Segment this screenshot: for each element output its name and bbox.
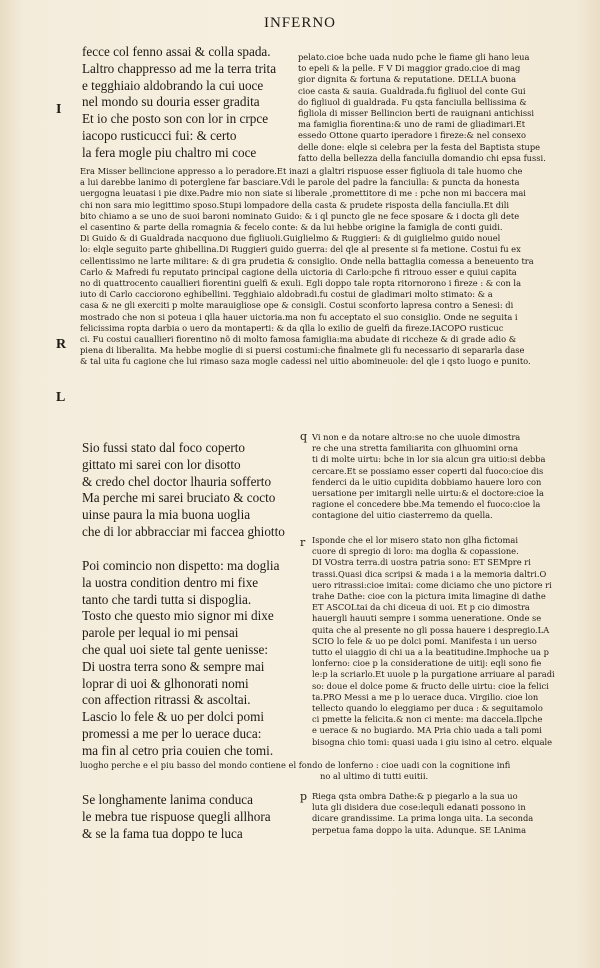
commentary-line: bisogna chio tomi: quasi uada i giu isino al cetro. elquale <box>312 736 553 747</box>
commentary-line: hauergli hauuti sempre i somma ueneratione. Onde se <box>312 613 542 624</box>
commentary-block-2 <box>312 432 584 522</box>
verse-block-1 <box>82 44 290 162</box>
prose-line: casa & ne gli exerciti p molte marauigliose ope & consigli. Costui sconforto lapresa contro a Senesi: di <box>80 300 514 311</box>
margin-letter-i: I <box>56 102 62 117</box>
commentary-line: delle done: elqle si celebra per la festa del Baptista stupe <box>298 141 541 152</box>
prose-line: Era Misser bellincione appresso a lo peradore.Et inazi a glaltri rispuose esser figliuola di tale huomo che <box>80 166 523 176</box>
commentary-line: ci pmette la felicita.& non ci mente: ma daccela.Ilpche <box>312 714 543 725</box>
prose-line: no di quattrocento cauallieri fiorentini guelfi & exuli. Egli doppo tale ropta ritornorono i fireze : & con la <box>80 278 522 289</box>
prose-line: iuto di Carlo cacciorono eghibellini. Tegghiaio aldobradi.fu costui de gladimari molto stimato: & a <box>80 289 493 300</box>
commentary-initial-p: p <box>300 790 308 803</box>
commentary-line: perpetua fama doppo la uita. Adunque. SE LAnima <box>312 824 527 835</box>
verse-line: Et io che posto son con lor in crpce <box>82 111 269 127</box>
commentary-line: to epeli & la pelle. F V Di maggior grado.cioe di mag <box>298 63 521 74</box>
verse-line: con affection ritrassi & ascoltai. <box>82 692 251 708</box>
verse-line: fecce col fenno assai & colla spada. <box>82 44 271 59</box>
verse-block-2 <box>82 440 290 541</box>
commentary-line: do figliuol di gualdrada. Fu qsta fanciulla bellissima & <box>298 96 527 107</box>
prose-line: el casentino & parte della romagnia & fecelo conte: & da lui hebbe origine la famigla de conti guidi. <box>80 222 503 233</box>
commentary-line: contagione del uitio ciasterremo da quella. <box>312 510 493 521</box>
verse-line: che qual uoi siete tal gente uenisse: <box>82 641 269 657</box>
margin-letter-r: R <box>56 337 67 352</box>
commentary-line: uero ritrassi:cioe imitai: come diciamo che uno pictore ri <box>312 579 552 590</box>
margin-letter-l: L <box>56 390 66 405</box>
commentary-line: essedo Ottone quarto iperadore i fireze:& nel consexo <box>298 130 526 141</box>
commentary-line: figliola di misser Bellincion berti de rauignani antichissi <box>298 108 535 119</box>
running-header <box>0 12 600 32</box>
commentary-line: so: doue el dolce pome & fructo delle uirtu: cioe la felici <box>312 680 549 691</box>
commentary-line: dicare grandissime. La prima longa uita. La seconda <box>312 813 534 824</box>
commentary-line: lonferno: cioe p la consideratione de uitij: eqli sono fie <box>312 658 542 669</box>
commentary-line: DI VOstra terra.di uostra patria sono: ET SEMpre ri <box>312 557 531 568</box>
commentary-block-3 <box>312 535 584 748</box>
prose-line: bito chiamo a se uno de suoi baroni nominato Guido: & i ql puncto gle ne fece sposare & i docta gli dete <box>80 210 520 221</box>
commentary-line: trassi.Quasi dica scripsi & mada i a la memoria daltri.O <box>312 568 547 579</box>
verse-line: la fera mogle piu chaltro mi coce <box>82 144 257 160</box>
commentary-line: SCIO lo fele & uo pe dolci pomi. Manifesta i un uerso <box>312 635 537 646</box>
fullwidth-commentary-2 <box>80 760 584 782</box>
commentary-initial-r: r <box>300 536 306 549</box>
commentary-line: pelato.cioe bche uada nudo pche le fiame gli hano leua <box>298 52 530 62</box>
verse-line: & credo chel doctor lhauria sofferto <box>82 473 272 489</box>
commentary-line: tutto el uiaggio di chi ua a la beatitudine.Imphoche ua p <box>312 647 549 658</box>
commentary-line: e uerace & no bugiardo. MA Pria chio uada a tali pomi <box>312 725 542 736</box>
prose-line: felicissima ropta darbia o uero da montaperti: & da qlla lo exilio de guelfi da fireze.IACOPO rusticuc <box>80 322 504 333</box>
commentary-line: cuore di spregio di loro: ma doglia & copassione. <box>312 546 519 557</box>
commentary-line: cercare.Et se possiamo esser coperti dal fuoco:cioe dis <box>312 465 544 476</box>
verse-line: ma fin al cetro pria couien che tomi. <box>82 742 274 758</box>
prose-line: piena di liberalita. Ma hebbe moglie di si puersi costumi:che finalmete gli fu necessario di separarla dase <box>80 345 525 356</box>
commentary-line: quita che al presente no gli possa hauere i despregio.LA <box>312 624 550 635</box>
verse-line: Lascio lo fele & uo per dolci pomi <box>82 709 265 725</box>
verse-line: iacopo rusticucci fui: & certo <box>82 127 237 143</box>
commentary-line: ragione el concedere bbe.Ma temendo el fuoco:cioe la <box>312 499 541 510</box>
verse-line: Laltro chappresso ad me la terra trita <box>82 60 277 76</box>
verse-line: tanto che tardi tutta si dispoglia. <box>82 591 252 607</box>
commentary-line: Isponde che el lor misero stato non glha fictomai <box>312 535 519 545</box>
commentary-line: gior dignita & fortuna & reputatione. DELLA buona <box>298 74 517 85</box>
commentary-line: fenderci da le uitio cupidita dobbiamo hauere loro con <box>312 476 542 487</box>
verse-line: Tosto che questo mio signor mi dixe <box>82 608 274 624</box>
commentary-line: Vi non e da notare altro:se no che uuole dimostra <box>312 432 521 442</box>
commentary-line: uersatione per imitargli nelle uirtu:& el doctore:cioe la <box>312 488 544 499</box>
commentary-line: tellecto quando lo eleggiamo per duca : & seguitamolo <box>312 703 543 714</box>
prose-line: Di Guido & di Gualdrada nacquono due figliuoli.Guiglielmo & Ruggieri: & di guiglielmo guido nouel <box>80 233 501 244</box>
commentary-line: Riega qsta ombra Dathe:& p piegarlo a la sua uo <box>312 791 518 801</box>
commentary-line: re che una stretta familiarita con glhuomini orna <box>312 443 519 454</box>
verse-line: uinse paura la mia buona uoglia <box>82 507 251 523</box>
commentary-line: trahe Dathe: cioe con la pictura imita limagine di dathe <box>312 591 546 602</box>
verse-line: le mebra tue rispuose quegli allhora <box>82 808 271 824</box>
prose-line: chi non sara mio legittimo sposo.Stupi lompadore della casta & prudete risposta della fanciulla.Et dili <box>80 199 510 210</box>
verse-line: Se longhamente lanima conduca <box>82 792 254 807</box>
verse-line: Sio fussi stato dal foco coperto <box>82 440 245 455</box>
prose-line: no al ultimo di tutti euitii. <box>320 771 429 782</box>
commentary-line: ET ASCOLtai da chi diceua di uoi. Et p cio dimostra <box>312 602 530 613</box>
verse-line: che di lor abbracciar mi faccea ghiotto <box>82 523 285 539</box>
prose-line: & tal uita fu cagione che lui rimaso saza mogle cadessi nel uitio abomineuole: del qle i qsto luogo e punito. <box>80 356 531 367</box>
commentary-line: luta gli disidera due cose:lequli edanati possono in <box>312 802 526 813</box>
verse-line: Poi comincio non dispetto: ma doglia <box>82 558 280 573</box>
verse-block-3 <box>82 558 290 760</box>
prose-line: ci. Fu costui cauallieri fiorentino nõ di molto famosa famiglia:ma abudate di riccheze & di grade adio & <box>80 334 517 345</box>
commentary-block-1 <box>298 52 584 164</box>
commentary-line: ti di molte uirtu: bche in lor sia alcun gra uitio:si debba <box>312 454 546 465</box>
commentary-line: ma famiglia fiorentina:& uno de rami de gliadimari.Et <box>298 119 526 130</box>
verse-line: gittato mi sarei con lor disotto <box>82 456 241 472</box>
verse-line: Di uostra terra sono & sempre mai <box>82 658 265 674</box>
verse-line: loprar di uoi & glhonorati nomi <box>82 675 249 691</box>
verse-line: promessi a me per lo uerace duca: <box>82 725 262 741</box>
verse-line: & se la fama tua doppo te luca <box>82 825 243 841</box>
commentary-line: cioe casta & sauia. Gualdrada.fu figliuol del conte Gui <box>298 85 526 96</box>
fullwidth-commentary-1 <box>80 166 584 368</box>
commentary-line: ta.PRO Messi a me p lo uerace duca. Virgilio. cioe lon <box>312 691 539 702</box>
verse-line: e tegghiaio aldobrando la cui uoce <box>82 77 264 93</box>
prose-line: a lui darebbe lanimo di poterglene far basciare.Vdi le parole del padre la fanciulla: & puncta da honesta <box>80 177 520 188</box>
commentary-line: le:p la scriarlo.Et uuole p la purgatione arriuare al paradi <box>312 669 555 680</box>
prose-line: uergogna leuatasi i pie dixe.Padre mio non siate si liberale ,promettitore di me : pche non mi baccera mai <box>80 188 526 199</box>
verse-line: la uostra condition dentro mi fixe <box>82 574 259 590</box>
prose-line: mostrado che non si poteua i qlla hauer uictoria.ma non fu acceptato el suo consiglio. Onde ne seguita i <box>80 311 518 322</box>
header-title: INFERNO <box>263 15 336 31</box>
verse-line: parole per lequal io mi pensai <box>82 625 239 641</box>
verse-line: nel mondo su douria esser gradita <box>82 94 260 110</box>
commentary-block-4 <box>312 791 584 836</box>
prose-line: lo: elqle seguito parte ghibellina.Di Ruggieri guido guerra: del qle al presente si fa metione. Costui fu ex <box>80 244 521 255</box>
verse-block-4 <box>82 792 290 842</box>
prose-line: cellentissimo ne larte militare: & di gra prudetia & consiglio. Onde nella battaglia comessa a beneuento tra <box>80 255 534 266</box>
commentary-line: fatto della bellezza della fanciulla domandio chi epsa fussi. <box>298 152 546 163</box>
commentary-initial-q: q <box>300 430 308 443</box>
prose-line: Carlo & Mafredi fu reputato principal cagione della uictoria di Carlo:pche fi ritrouo esser e quiui capita <box>80 266 517 277</box>
prose-line: luogho perche e el piu basso del mondo contiene el fondo de lonferno : cioe uadi con la cognitione infi <box>80 760 511 770</box>
verse-line: Ma perche mi sarei bruciato & cocto <box>82 490 276 506</box>
